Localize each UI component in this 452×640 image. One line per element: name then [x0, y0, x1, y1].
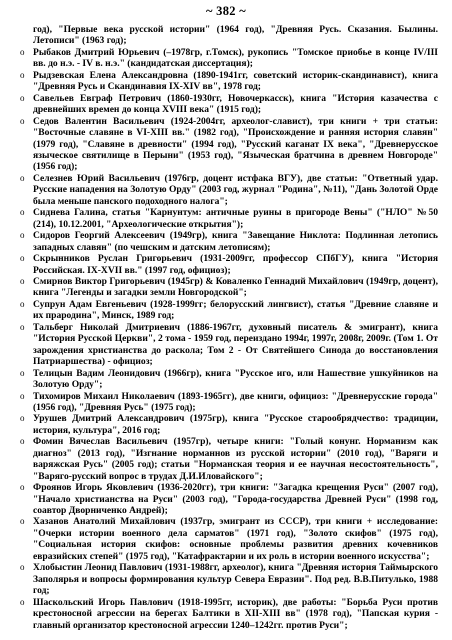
bullet-icon: o	[20, 562, 25, 573]
bullet-icon: o	[20, 275, 25, 286]
entry-text: Седов Валентин Васильевич (1924-2004гг, археолог-славист), три книги + три статьи: "Восточные славяне в VI-XIII вв." (1982 год), "Происхождение и ранняя история славян" (1979 год), "Славяне в древности" (1994 год), "Русский каганат IX века", "Древнерусское языческое святилище в Перыни" (1953 год), "Языческая братчина в древнем Новгороде" (1956 год);	[33, 115, 438, 173]
entry-text: Рыдзевская Елена Александровна (1890-1941гг, советский историк-скандинавист), книга "Древняя Русь и Скандинавия IX-XIV вв", 1978 год;	[33, 69, 438, 93]
bullet-icon: o	[20, 253, 25, 264]
bullet-icon: o	[20, 413, 25, 424]
list-item	[20, 562, 438, 596]
bullet-icon: o	[20, 367, 25, 378]
list-item	[20, 516, 438, 562]
bullet-icon: o	[20, 92, 25, 103]
entry-text: Сиднева Галина, статья "Карнунтум: античные руины в пригороде Вены" ("НЛО" №50 (214), 10.12.2001, "Археологические открытия");	[33, 207, 438, 230]
entry-text: Телицын Вадим Леонидович (1966гр), книга "Русское иго, или Нашествие ушкуйников на Золотую Орду";	[33, 367, 438, 391]
bullet-icon: o	[20, 69, 25, 80]
list-item	[20, 93, 438, 116]
bullet-icon: o	[20, 172, 25, 183]
list-item	[20, 322, 438, 368]
bullet-icon: o	[20, 230, 25, 241]
bibliography-list	[20, 24, 438, 631]
list-item	[20, 391, 438, 414]
bullet-icon: o	[20, 207, 25, 218]
bullet-icon: o	[20, 482, 25, 493]
entry-text: Смирнов Виктор Григорьевич (1945гр) & Коваленко Геннадий Михайлович (1949гр, доцент), книга "Легенды и загадки земли Новгородской";	[33, 275, 438, 299]
entry-text: Скрынников Руслан Григорьевич (1931-2009гг, профессор СПбГУ), книга "История Российская. IX-XVII вв." (1997 год, официоз);	[33, 253, 438, 276]
list-item	[20, 368, 438, 391]
entry-text: Рыбаков Дмитрий Юрьевич (–1978гр, г.Томск), рукопись "Томское приобье в конце IV/III вв. до н.э. - IV в. н.э." (кандидатская диссертация);	[33, 46, 438, 70]
bullet-icon: o	[20, 596, 25, 607]
list-item	[20, 207, 438, 230]
entry-text: Хлобыстин Леонид Павлович (1931-1988гг, археолог), книга "Древняя история Таймырского Заполярья и вопросы формирования культур Севера Евразии". Под ред. В.В.Питулько, 1988 год;	[33, 562, 438, 597]
entry-text: Тальберг Николай Дмитриевич (1886-1967гг, духовный писатель & эмигрант), книга "История Русской Церкви", 2 тома - 1959 год, переиздано 1994г, 1997г, 2008г, 2009г. (Том 1. От зарождения христианства до раскола; Том 2 - От Святейшего Синода до восстановления Патриаршества) - официоз;	[33, 321, 438, 368]
list-item	[20, 173, 438, 207]
bullet-icon: o	[20, 436, 25, 447]
bullet-icon: o	[20, 115, 25, 126]
list-item	[20, 230, 438, 253]
list-item	[20, 253, 438, 276]
list-item	[20, 276, 438, 299]
list-item	[20, 47, 438, 70]
entry-text: Сидоров Георгий Алексеевич (1949гр), книга "Завещание Никлота: Подлинная летопись западных славян" (по чешским и датским летописям);	[33, 230, 438, 253]
list-item	[20, 70, 438, 93]
list-item	[20, 24, 438, 47]
entry-text: Супрун Адам Евгеньевич (1928-1999гг; белорусский лингвист), статья "Древние славяне и их прародина", Минск, 1989 год;	[33, 298, 438, 322]
entry-text: Селезнев Юрий Васильевич (1976гр, доцент истфака ВГУ), две статьи: "Ответный удар. Русские нападения на Золотую Орду" (2003 год, журнал "Родина", №11), "Дань Золотой Орде была меньше панского подоходного налога";	[33, 172, 438, 207]
bullet-icon: o	[20, 516, 25, 527]
list-item	[20, 597, 438, 631]
list-item	[20, 436, 438, 482]
list-item	[20, 299, 438, 322]
list-item	[20, 116, 438, 173]
entry-text: Шаскольский Игорь Павлович (1918-1995гг, историк), две работы: "Борьба Руси против крестоносной агрессии на берегах Балтики в XII-XIII вв" (1978 год), "Папская курия - главный организатор крестоносной агрессии 1240–1242гг. против Руси";	[33, 596, 438, 631]
list-item	[20, 482, 438, 516]
entry-text: Савельев Евграф Петрович (1860-1930гг, Новочеркасск), книга "История казачества с древнейших времен до конца XVIII века" (1915 год);	[33, 92, 438, 116]
bullet-icon: o	[20, 321, 25, 332]
entry-text: Тихомиров Михаил Николаевич (1893-1965гг), две книги, официоз: "Древнерусские города" (1956 год), "Древняя Русь" (1975 год);	[33, 390, 438, 413]
entry-text: год), "Первые века русской истории" (1964 год), "Древняя Русь. Сказания. Былины. Летописи" (1963 год);	[33, 24, 438, 47]
entry-text: Урушев Дмитрий Александрович (1975гр), книга "Русское старообрядчество: традиции, история, культура", 2016 год;	[33, 413, 438, 436]
entry-text: Фомин Вячеслав Васильевич (1957гр), четыре книги: "Голый конунг. Норманизм как диагноз" (2013 год), "Изгнание норманнов из русской истории" (2010 год), "Варяги и варяжская Русь" (2005 год); статьи "Норманская теория и ее научная несостоятельность", "Варяго-русский вопрос в трудах Д.И.Иловайского";	[33, 436, 438, 482]
entry-text: Фроянов Игорь Яковлевич (1936-2020гг), три книги: "Загадка крещения Руси" (2007 год), "Начало христианства на Руси" (2003 год), "Города-государства Древней Руси" (1998 год, соавтор Дворниченко Андрей);	[33, 482, 438, 517]
page-number: ~ 382 ~	[205, 4, 247, 18]
bullet-icon: o	[20, 390, 25, 401]
bullet-icon: o	[20, 298, 25, 309]
list-item	[20, 413, 438, 436]
bullet-icon: o	[20, 46, 25, 57]
entry-text: Хазанов Анатолий Михайлович (1937гр, эмигрант из СССР), три книги + исследование: "Очерки истории военного дела сарматов" (1971 год), "Золото скифов" (1975 год), "Социальная история скифов: основные проблемы развития древних кочевников евразийских степей" (1975 год), "Катафрактарии и их роль в истории военного искусства";	[33, 516, 438, 562]
